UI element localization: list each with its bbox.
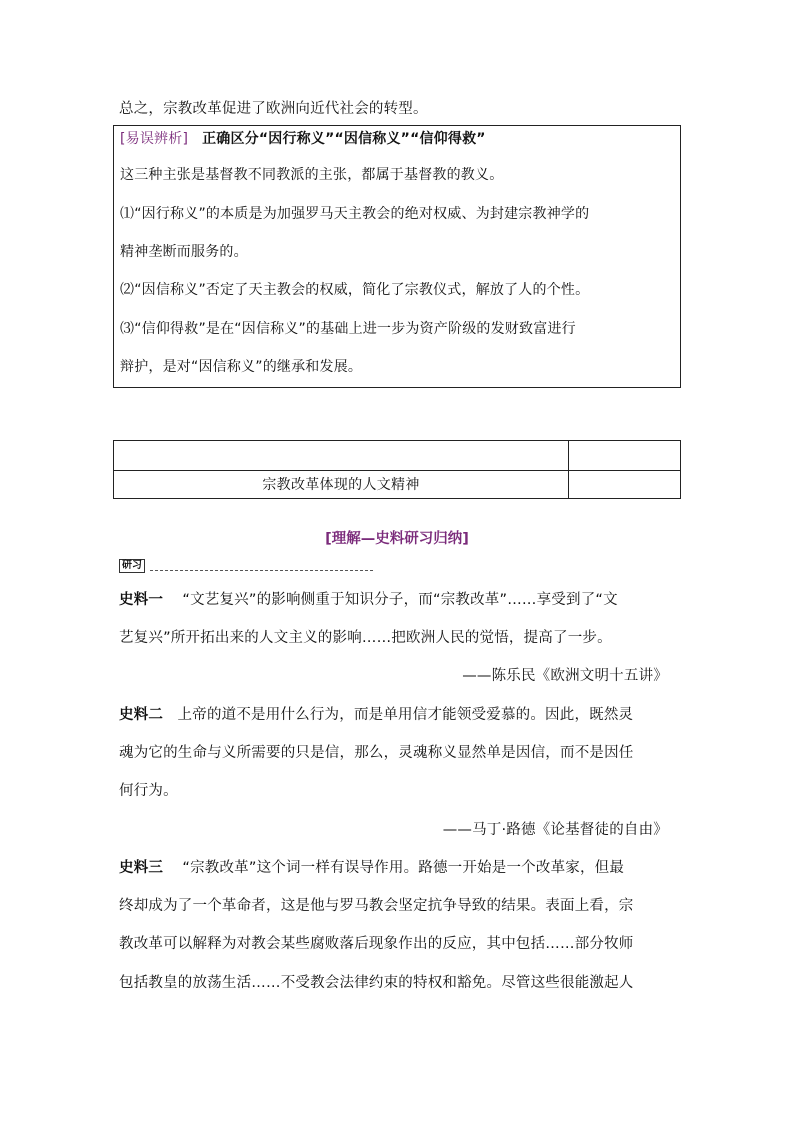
source-3-line-1	[119, 856, 624, 877]
intro-paragraph: 总之，宗教改革促进了欧洲向近代社会的转型。	[119, 101, 428, 117]
error-analysis-box	[113, 125, 681, 388]
source-3-line-3: 教改革可以解释为对教会某些腐败落后现象作出的反应，其中包括……部分牧师	[119, 936, 634, 952]
source-2-line-3: 何行为。	[119, 783, 178, 799]
box-line: ⑵“因信称义”否定了天主教会的权威，简化了宗教仪式，解放了人的个性。	[120, 282, 590, 298]
summary-table	[113, 440, 681, 499]
source-3-label: 史料三	[119, 860, 164, 876]
source-2-label: 史料二	[119, 707, 164, 723]
table-cell-label: 宗教改革体现的人文精神	[262, 477, 420, 493]
source-3-line-2: 终却成为了一个革命者，这是他与罗马教会坚定抗争导致的结果。表面上看，宗	[119, 898, 634, 914]
box-heading-row	[120, 128, 486, 148]
section-title: [理解—史料研习归纳]	[325, 531, 469, 547]
source-2-text: 上帝的道不是用什么行为，而是单用信才能领受爱慕的。因此，既然灵	[177, 707, 634, 723]
table-row-divider	[114, 470, 680, 471]
source-1-citation: ——陈乐民《欧洲文明十五讲》	[462, 668, 668, 684]
box-line: 这三种主张是基督教不同教派的主张，都属于基督教的教义。	[120, 167, 504, 183]
dashed-divider	[150, 570, 373, 571]
study-tag: 研习	[119, 559, 145, 573]
box-line: 精神垄断而服务的。	[120, 244, 248, 260]
source-1-label: 史料一	[119, 592, 164, 608]
source-2-line-1	[119, 703, 633, 724]
source-2-line-2: 魂为它的生命与义所需要的只是信，那么，灵魂称义显然单是因信，而不是因任	[119, 745, 634, 761]
source-3-line-4: 包括教皇的放荡生活……不受教会法律约束的特权和豁免。尽管这些很能激起人	[119, 975, 634, 991]
source-1-text: “文艺复兴”的影响侧重于知识分子，而“宗教改革”……享受到了“文	[182, 592, 618, 608]
box-line: ⑶“信仰得救”是在“因信称义”的基础上进一步为资产阶级的发财致富进行	[120, 321, 576, 337]
source-1-line-1	[119, 588, 618, 609]
source-1-line-2: 艺复兴”所开拓出来的人文主义的影响……把欧洲人民的觉悟，提高了一步。	[119, 630, 612, 646]
source-3-text: “宗教改革”这个词一样有误导作用。路德一开始是一个改革家，但最	[182, 860, 625, 876]
error-analysis-tag: [易误辨析]	[120, 131, 189, 147]
box-heading: 正确区分“因行称义”“因信称义”“信仰得救”	[202, 131, 486, 147]
source-2-citation: ——马丁·路德《论基督徒的自由》	[442, 822, 668, 838]
box-line: 辩护，是对“因信称义”的继承和发展。	[120, 359, 363, 375]
box-line: ⑴“因行称义”的本质是为加强罗马天主教会的绝对权威、为封建宗教神学的	[120, 206, 590, 222]
